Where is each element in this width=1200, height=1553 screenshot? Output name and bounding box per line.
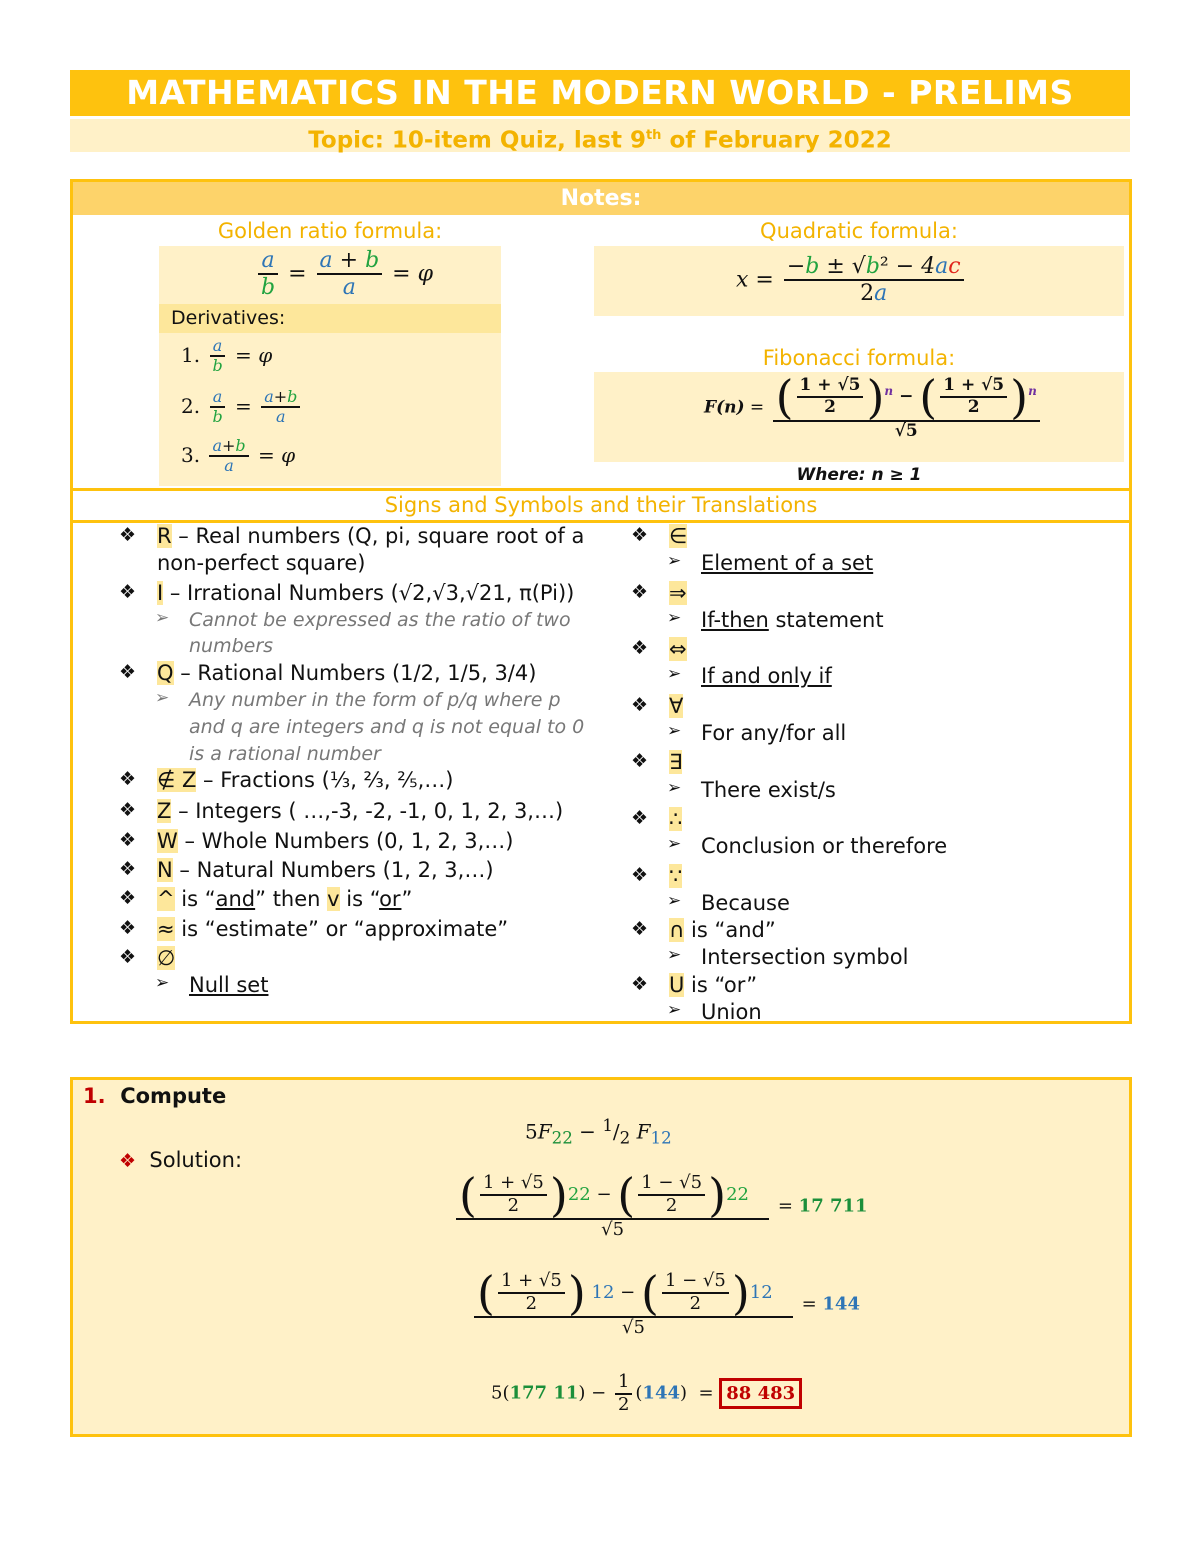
list-item: ❖ I – Irrational Numbers (√2,√3,√21, π(Pi)) [119,580,575,605]
page-subtitle: Topic: 10-item Quiz, last 9th of February 2022 [70,119,1130,152]
list-subitem: ➢ Conclusion or therefore [667,834,948,859]
question-1-box [70,1077,1132,1437]
fibonacci-where: Where: n ≥ 1 [796,465,922,485]
list-subitem: ➢ Intersection symbol [667,945,909,970]
list-subitem: ➢ Null set [155,973,269,998]
list-item: ❖ ∅ [119,945,176,970]
fib-12-computation: ( $\frac{1 + √5}{2}$ ) 12 − ( $\frac{1 - √5}{2}$ )12 √5 = 144 [471,1270,860,1339]
right-symbol-list [631,523,1121,1026]
list-subitem: ➢ Cannot be expressed as the ratio of two numbers [155,607,571,658]
list-subitem: ➢ Element of a set [667,551,874,576]
list-item: ❖ N – Natural Numbers (1, 2, 3,…) [119,858,494,883]
golden-ratio-formula: $\frac{a}{b}$ = $\frac{a + b}{a}$ = φ [159,246,501,304]
answer-box: 88 483 [719,1378,802,1409]
list-item: ❖ ∃ [631,750,683,775]
list-item: ❖ ∴ [631,806,683,831]
notes-box [70,179,1132,1024]
fibonacci-formula: F(n) = ( $\frac{1 + √5}{2}$ )$^n$ − ( $\frac{1 + √5}{2}$ )$^n$ √5 [594,372,1124,462]
list-item: ❖ ∈ [631,524,688,548]
list-subitem: ➢ If-then statement [667,607,884,632]
list-item: ❖ ∩ is “and” [631,918,776,943]
list-subitem: ➢ Because [667,890,790,915]
quadratic-formula: x = $\frac{\text{−b ± √b² − 4ac}}{2a}$ [594,246,1124,316]
list-subitem: ➢ If and only if [667,664,832,689]
list-subitem: ➢ For any/for all [667,721,847,746]
list-item: ❖ ≈ is “estimate” or “approximate” [119,916,509,941]
list-item: ❖ ∀ [631,693,684,718]
list-item: ❖ Q – Rational Numbers (1/2, 1/5, 3/4) [119,661,537,686]
list-subitem: ➢ There exist/s [667,777,836,802]
page-title: MATHEMATICS IN THE MODERN WORLD - PRELIMS [70,70,1130,116]
list-item: ❖ ^ is “and” then v is “or” [119,887,413,912]
list-item: ❖ ⇒ [631,580,687,605]
derivatives-label: Derivatives: [159,304,501,333]
final-computation: 5(177 11) − $\frac{1}{2}$ (144) = 88 483 [491,1372,802,1415]
list-subitem: ➢ Any number in the form of p/q where p and q are integers and q is not equal to 0 is a rational number [155,688,585,765]
solution-label: ❖ Solution: [119,1148,243,1172]
problem-expression: $5F_{22} - ^1/_2$ $F_{12}$ [525,1116,672,1148]
list-item: ❖ U is “or” [631,972,758,997]
list-item: ❖ ∵ [631,863,683,888]
list-item: ❖ ∉ Z – Fractions (⅓, ⅔, ⅖,…) [119,768,454,793]
golden-derivatives: 1. $\frac{a}{b}$ = φ 2. $\frac{a}{b}$ = $\frac{a+b}{a}$ 3. $\frac{a+b}{a}$ = φ [159,333,501,486]
question-1-title: 1. Compute [83,1084,227,1108]
list-item: ❖ W – Whole Numbers (0, 1, 2, 3,…) [119,828,514,853]
list-subitem: ➢ Union [667,1000,762,1025]
list-item: ❖ Z – Integers ( …,-3, -2, -1, 0, 1, 2, 3,…) [119,799,564,824]
notes-heading: Notes: [73,182,1129,215]
fibonacci-label: Fibonacci formula: [762,346,956,370]
left-symbol-list [119,523,589,1000]
quadratic-label: Quadratic formula: [760,219,958,243]
list-item: ❖ R – Real numbers (Q, pi, square root of a non-perfect square) [119,524,585,576]
list-item: ❖ ⇔ [631,637,687,662]
fib-22-computation: ( $\frac{1 + √5}{2}$ )22 − ( $\frac{1 - √5}{2}$ )22 √5 = 17 711 [453,1172,868,1241]
signs-heading: Signs and Symbols and their Translations [384,493,818,517]
golden-ratio-label: Golden ratio formula: [217,219,443,243]
